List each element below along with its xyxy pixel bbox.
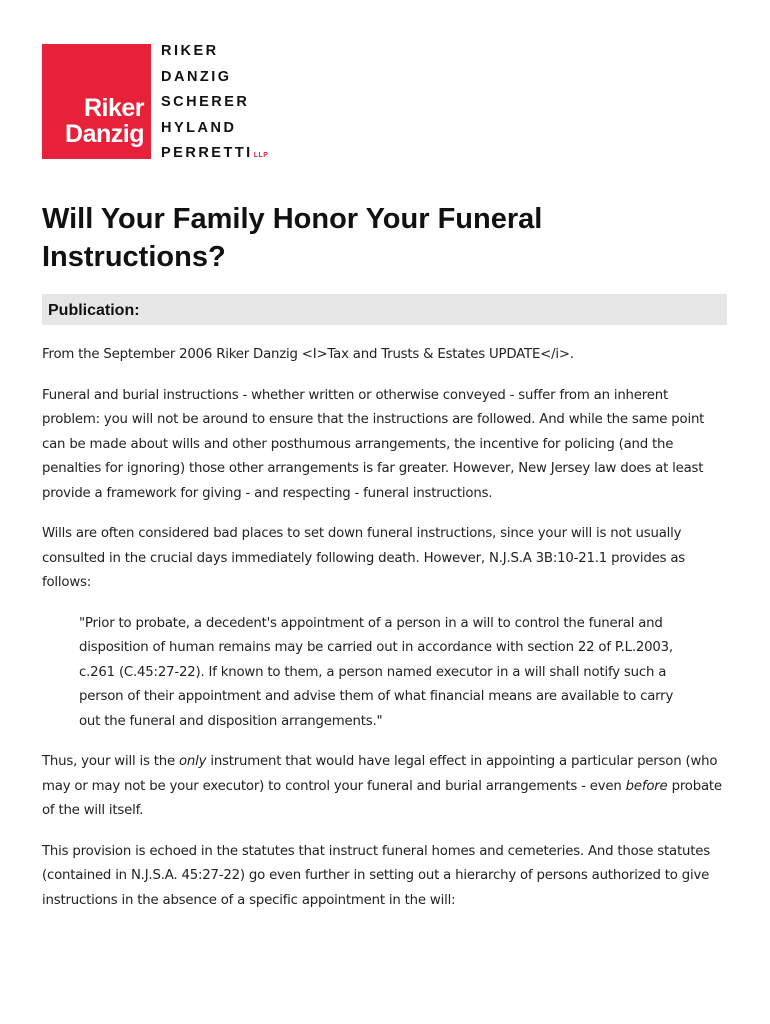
firm-name-4: HYLAND [161, 119, 237, 136]
paragraph-4: This provision is echoed in the statutes that instruct funeral homes and cemeteries. And those statutes (contained in N.J.S.A. 45:27-22) go even further in setting out a hierarchy of persons authorized to give instructions in the absence of a specific appointment in the will: [42, 843, 710, 908]
emphasis-only: only [178, 754, 207, 769]
statute-quote: "Prior to probate, a decedent's appointment of a person in a will to control the funeral and disposition of human remains may be carried out in accordance with section 22 of P.L.2003, c.261 (C.45:27-22). If known to them, a person named executor in a will shall notify such a person of their appointment and advise them of what financial means are available to carry out the funeral and disposition arrangements." [79, 615, 674, 729]
firm-name-3: SCHERER [161, 94, 250, 111]
firm-names [161, 43, 268, 171]
paragraph-1: Funeral and burial instructions - whether written or otherwise conveyed - suffer from an inherent problem: you will not be around to ensure that the instructions are followed. And while the same point can be made about wills and other posthumous arrangements, the incentive for policing (and the penalties for ignoring) those other arrangements is far greater. However, New Jersey law does at least provide a framework for giving - and respecting - funeral instructions. [42, 387, 705, 501]
paragraph-3-part-1: Thus, your will is the [42, 754, 179, 769]
article-body [42, 343, 728, 929]
logo-word-danzig: Danzig [65, 120, 144, 148]
publication-label: Publication: [48, 302, 140, 319]
firm-name-5: PERRETTI [161, 145, 253, 162]
paragraph-3-part-2: instrument that would have legal effect in appointing a particular person (who may or may not be your executor) to control your funeral and burial arrangements - even [42, 754, 718, 794]
paragraph-3 [42, 750, 728, 824]
paragraph-3-part-3: probate of the will itself. [42, 778, 722, 818]
paragraph-2: Wills are often considered bad places to set down funeral instructions, since your will is not usually consulted in the crucial days immediately following death. However, N.J.S.A 3B:10-21.1 provides as follows: [42, 526, 686, 590]
firm-logo [42, 44, 151, 159]
source-line: From the September 2006 Riker Danzig <I>Tax and Trusts & Estates UPDATE</i>. [42, 347, 574, 362]
firm-name-1: RIKER [161, 43, 219, 59]
emphasis-before: before [625, 778, 668, 794]
article-title: Will Your Family Honor Your Funeral Instructions? [42, 203, 543, 273]
firm-name-2: DANZIG [161, 68, 232, 85]
logo-word-riker: Riker [83, 94, 144, 122]
publication-bar [42, 294, 727, 325]
firm-suffix-llp: LLP [253, 152, 269, 160]
firm-name-5-row [161, 145, 268, 171]
